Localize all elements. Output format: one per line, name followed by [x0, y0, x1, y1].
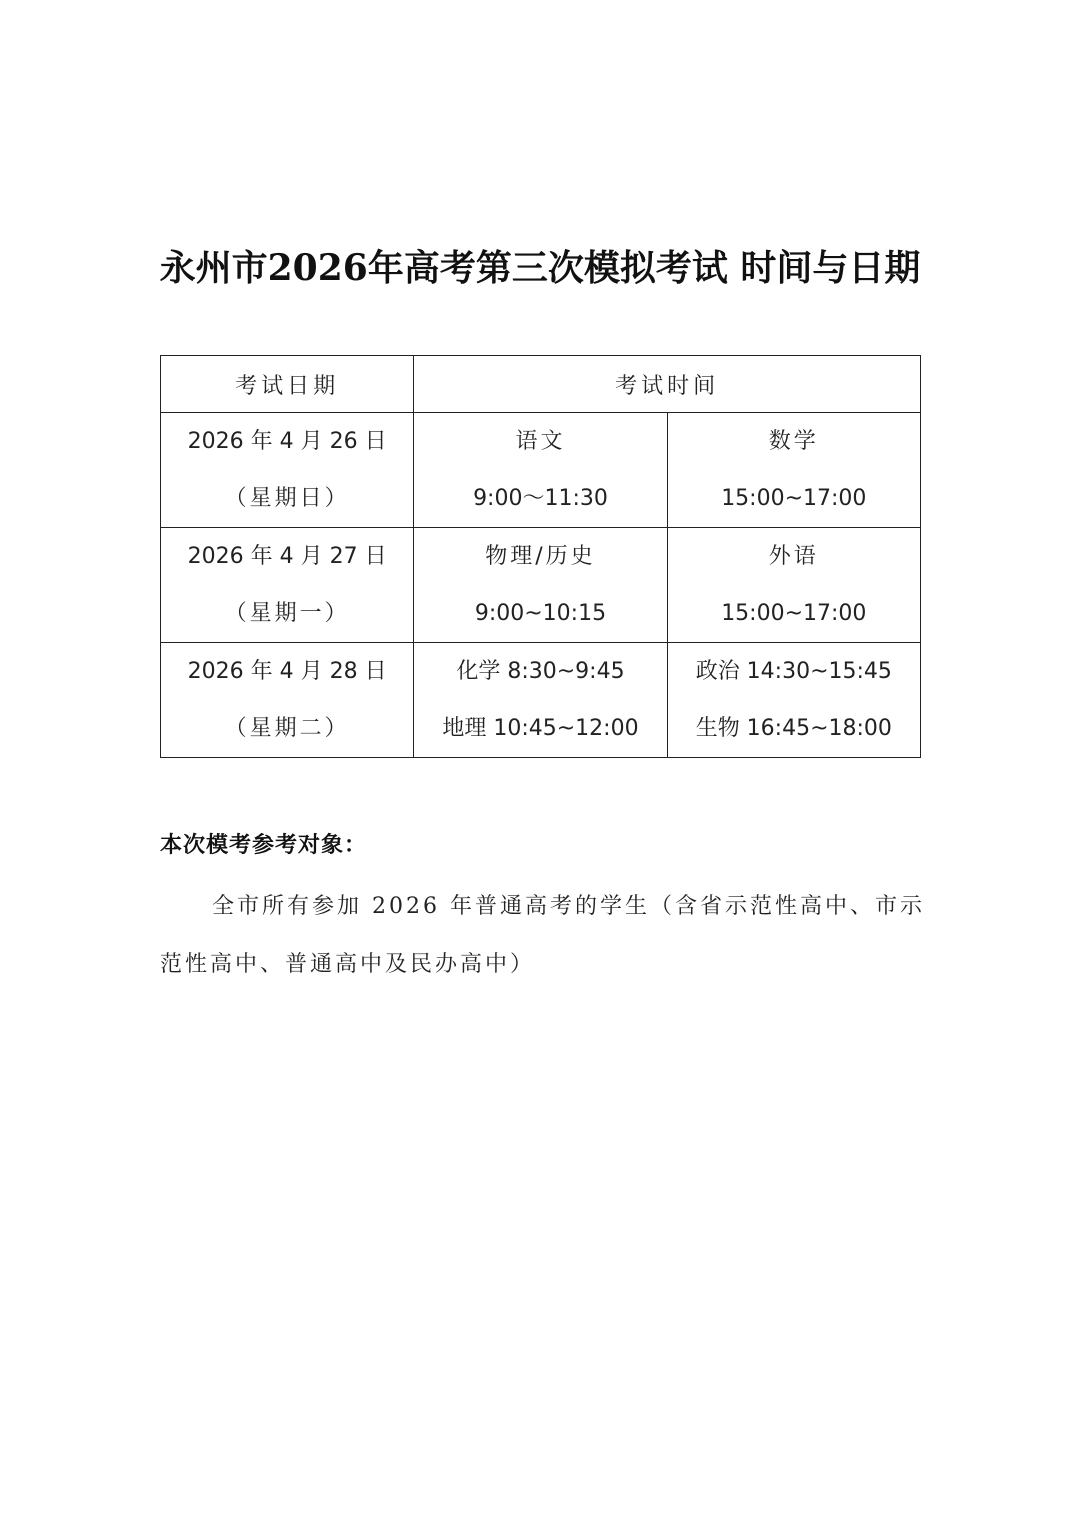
session-subject: 物理/历史 [485, 544, 596, 569]
session-cell-afternoon [667, 643, 920, 758]
session-cell-afternoon [667, 413, 920, 528]
session-cell-afternoon [667, 528, 920, 643]
participants-line-2: 范性高中、普通高中及民办高中） [160, 952, 536, 977]
exam-weekday: （星期二） [224, 716, 350, 741]
exam-schedule-table [160, 355, 921, 758]
session-subject-time: 化学 8:30~9:45 [456, 659, 625, 684]
exam-weekday: （星期日） [224, 486, 350, 511]
date-cell [161, 528, 414, 643]
participants-heading: 本次模考参考对象： [160, 833, 368, 858]
exam-date: 2026 年 4 月 27 日 [187, 544, 387, 569]
session-time: 15:00~17:00 [721, 601, 867, 626]
exam-date: 2026 年 4 月 28 日 [187, 659, 387, 684]
session-subject-time: 地理 10:45~12:00 [442, 716, 639, 741]
session-subject: 数学 [768, 429, 819, 454]
table-row [161, 643, 921, 758]
participants-description [160, 878, 925, 994]
table-row [161, 528, 921, 643]
document-title: 永州市2026年高考第三次模拟考试 时间与日期 [159, 247, 921, 289]
header-exam-time: 考试时间 [414, 356, 921, 413]
participants-line-1: 全市所有参加 2026 年普通高考的学生（含省示范性高中、市示 [212, 894, 925, 919]
table-row [161, 413, 921, 528]
session-time: 9:00~10:15 [474, 601, 607, 626]
exam-weekday: （星期一） [224, 601, 350, 626]
session-subject: 外语 [768, 544, 819, 569]
session-subject-time: 生物 16:45~18:00 [695, 716, 892, 741]
session-subject: 语文 [515, 429, 566, 454]
date-cell [161, 413, 414, 528]
session-cell-morning [414, 528, 667, 643]
header-exam-date: 考试日期 [161, 356, 414, 413]
session-subject-time: 政治 14:30~15:45 [695, 659, 892, 684]
session-time: 15:00~17:00 [721, 486, 867, 511]
date-cell [161, 643, 414, 758]
session-time: 9:00～11:30 [473, 486, 608, 511]
session-cell-morning [414, 643, 667, 758]
session-cell-morning [414, 413, 667, 528]
table-header-row [161, 356, 921, 413]
exam-date: 2026 年 4 月 26 日 [187, 429, 387, 454]
